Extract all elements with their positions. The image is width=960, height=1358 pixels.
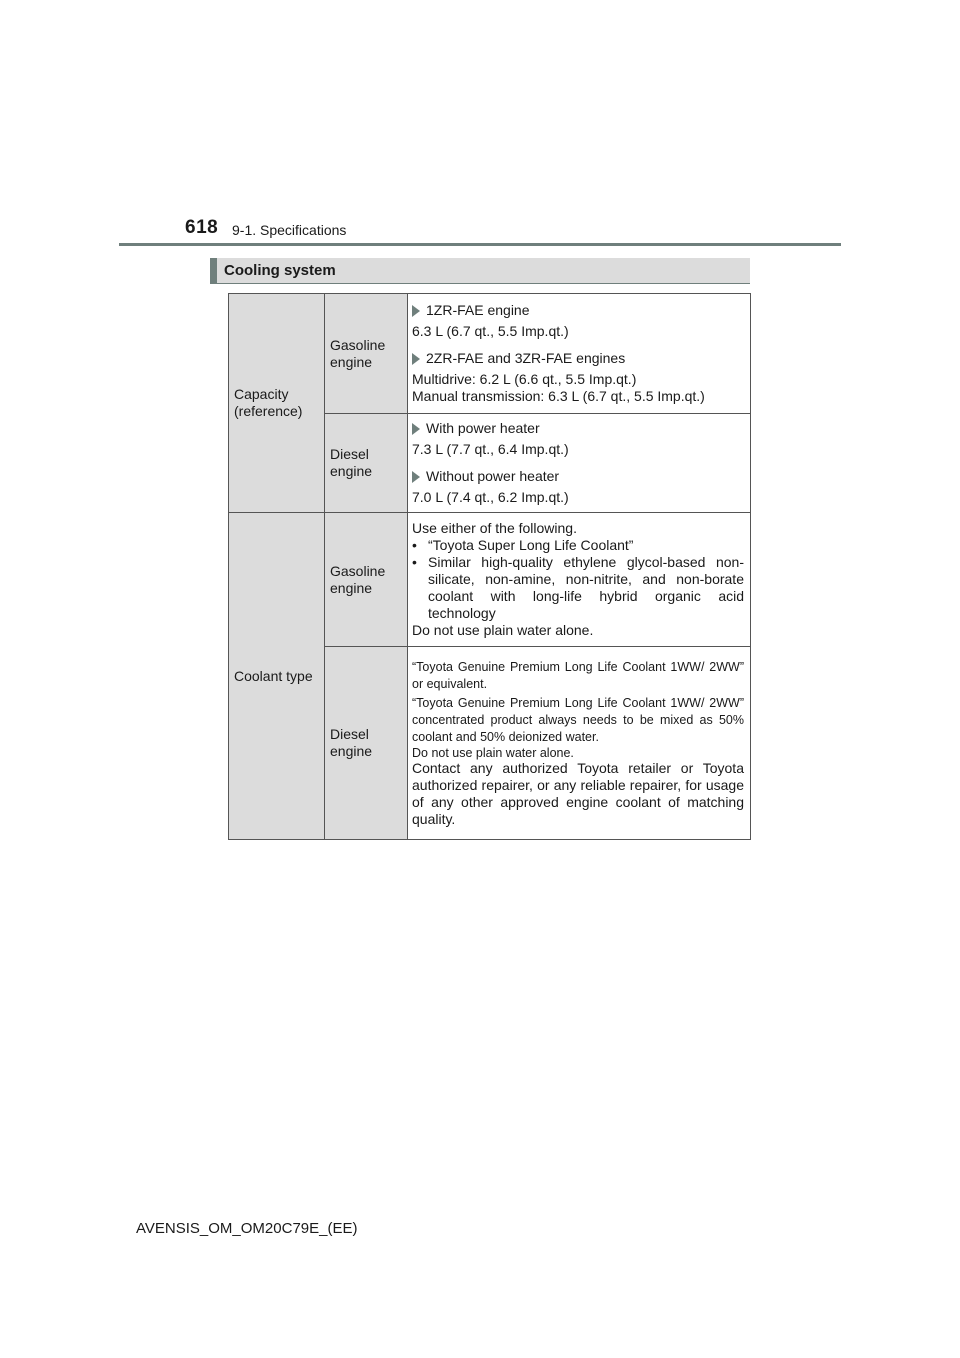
document-code: AVENSIS_OM_OM20C79E_(EE)	[136, 1220, 358, 1237]
coolant-diesel-label: Diesel engine	[325, 647, 408, 840]
coolant-gasoline-values: Use either of the following. • “Toyota Super Long Life Coolant” • Similar high-quality ethylene glycol-based non-silicate, non-amine, non-nitrite, and non-borate coolant with long-life hybrid organic acid technology Do not use plain water alone.	[408, 513, 751, 647]
section-title: Cooling system	[224, 262, 336, 279]
table-row	[229, 513, 751, 647]
header-divider	[119, 243, 841, 246]
list-item: 1ZR-FAE engine	[412, 302, 744, 319]
capacity-diesel-label: Diesel engine	[325, 414, 408, 513]
section-label: 9-1. Specifications	[232, 222, 347, 238]
bullet-dot-icon: •	[412, 537, 417, 553]
coolant-label: Coolant type	[229, 513, 325, 840]
capacity-gasoline-values: 1ZR-FAE engine 6.3 L (6.7 qt., 5.5 Imp.qt.) 2ZR-FAE and 3ZR-FAE engines Multidrive: 6.2 L (6.6 qt., 5.5 Imp.qt.) Manual transmission: 6.3 L (6.7 qt., 5.5 Imp.qt.)	[408, 294, 751, 414]
triangle-bullet-icon	[412, 353, 420, 365]
bullet-dot-icon: •	[412, 554, 417, 570]
coolant-diesel-values: “Toyota Genuine Premium Long Life Coolant 1WW/ 2WW” or equivalent. “Toyota Genuine Premium Long Life Coolant 1WW/ 2WW” concentrated product always needs to be mixed as 50% coolant and 50% deionized water. Do not use plain water alone. Contact any authorized Toyota retailer or Toyota authorized repairer, or any reliable repairer, for usage of any other approved engine coolant of matching quality.	[408, 647, 751, 840]
capacity-gasoline-label: Gasoline engine	[325, 294, 408, 414]
cooling-system-table	[228, 293, 751, 840]
section-title-bar	[210, 258, 750, 284]
triangle-bullet-icon	[412, 423, 420, 435]
capacity-label: Capacity (reference)	[229, 294, 325, 513]
capacity-diesel-values: With power heater 7.3 L (7.7 qt., 6.4 Imp.qt.) Without power heater 7.0 L (7.4 qt., 6.2 Imp.qt.)	[408, 414, 751, 513]
list-item: • Similar high-quality ethylene glycol-based non-silicate, non-amine, non-nitrite, and non-borate coolant with long-life hybrid organic acid technology	[412, 554, 744, 621]
triangle-bullet-icon	[412, 471, 420, 483]
list-item: 2ZR-FAE and 3ZR-FAE engines	[412, 350, 744, 367]
coolant-gasoline-label: Gasoline engine	[325, 513, 408, 647]
page-number: 618	[185, 217, 219, 238]
table-row	[229, 294, 751, 414]
list-item: With power heater	[412, 420, 744, 437]
list-item: • “Toyota Super Long Life Coolant”	[412, 537, 634, 553]
list-item: Without power heater	[412, 468, 744, 485]
triangle-bullet-icon	[412, 305, 420, 317]
